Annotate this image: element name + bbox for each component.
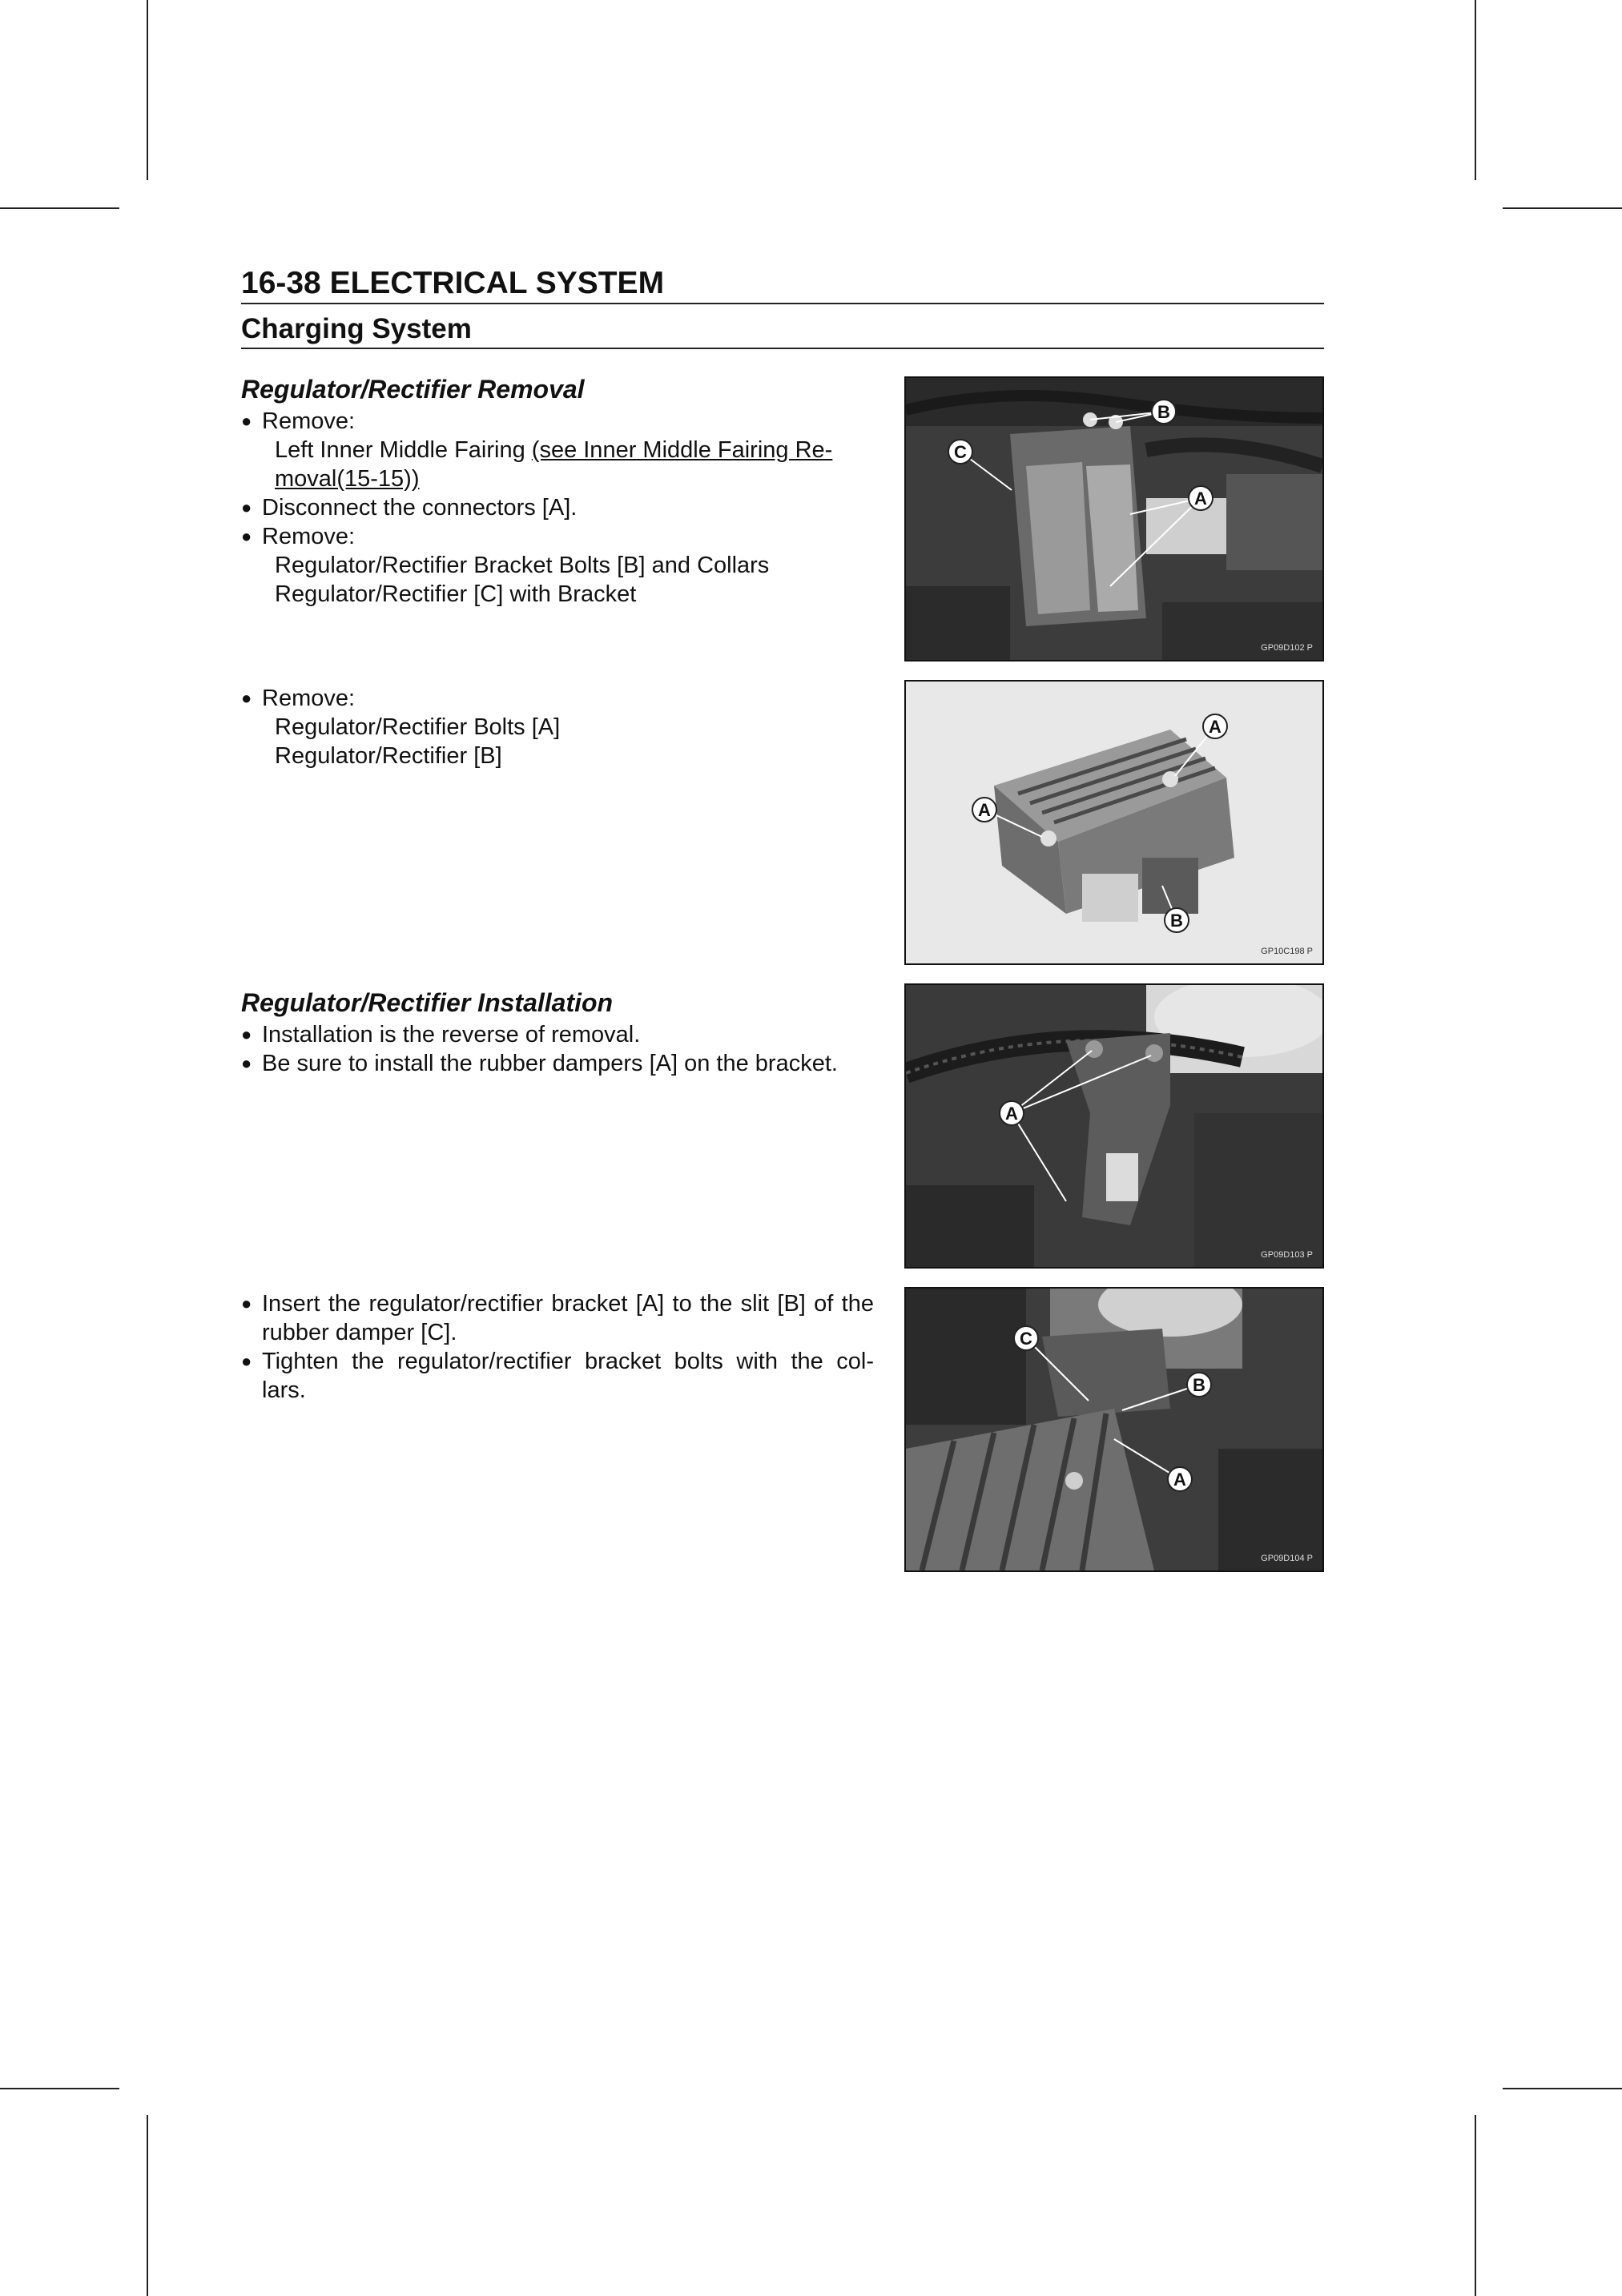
- svg-text:A: A: [1194, 489, 1207, 509]
- section-title: 16-38 ELECTRICAL SYSTEM: [241, 266, 665, 300]
- photo-ref: GP09D103 P: [1261, 1250, 1313, 1260]
- installation-heading: Regulator/Rectifier Installation: [241, 988, 614, 1017]
- bullet-remove-2: ● Remove:: [241, 522, 874, 551]
- crop-mark: [0, 207, 119, 209]
- fairing-removal-link-cont[interactable]: moval(15-15)): [275, 466, 420, 492]
- crop-mark: [1503, 207, 1622, 209]
- crop-mark: [147, 2115, 148, 2296]
- fairing-label: Left Inner Middle Fairing: [275, 437, 532, 463]
- callout-a-left: [972, 798, 996, 822]
- regulator-item: Regulator/Rectifier [B]: [275, 743, 502, 769]
- callout-c: [1014, 1326, 1038, 1350]
- photo-regulator-mounted: [904, 376, 1324, 661]
- page-header: [241, 264, 1324, 349]
- installation-section: [241, 987, 874, 1078]
- photo-regulator-unit: [904, 680, 1324, 965]
- crop-mark: [1475, 2115, 1476, 2296]
- fairing-item: [241, 436, 874, 464]
- bullet-remove: ● Remove:: [241, 407, 874, 436]
- removal-section: [241, 373, 874, 609]
- svg-text:B: B: [1157, 402, 1170, 422]
- photo-bracket-dampers: [904, 983, 1324, 1269]
- fairing-item-cont: [241, 464, 874, 493]
- svg-text:C: C: [1020, 1329, 1032, 1349]
- svg-text:B: B: [1170, 911, 1183, 931]
- bullet-tighten-bolts-cont: lars.: [262, 1377, 306, 1403]
- callout-a: [1000, 1101, 1024, 1125]
- photo-bracket-slit: [904, 1287, 1324, 1572]
- callout-b: [1187, 1373, 1211, 1397]
- installation-bracket-section: [241, 1289, 874, 1405]
- photo-ref: GP09D104 P: [1261, 1554, 1313, 1563]
- svg-text:A: A: [1173, 1470, 1186, 1490]
- callout-a-right: [1203, 714, 1227, 738]
- bullet-installation-reverse: ● Installation is the reverse of removal.: [241, 1020, 874, 1049]
- bullet-insert-bracket-cont: rubber damper [C].: [262, 1320, 457, 1345]
- svg-text:C: C: [954, 442, 967, 462]
- callout-b: [1152, 400, 1176, 424]
- fairing-removal-link[interactable]: (see Inner Middle Fairing Re-: [531, 437, 833, 463]
- callout-a: [1189, 486, 1213, 510]
- regulator-bolts-item: Regulator/Rectifier Bolts [A]: [275, 714, 561, 740]
- callout-a: [1168, 1467, 1192, 1491]
- crop-mark: [147, 0, 148, 180]
- svg-text:B: B: [1193, 1375, 1205, 1395]
- bullet-insert-bracket: ● Insert the regulator/rectifier bracket [A] to the slit [B] of the: [241, 1289, 874, 1318]
- crop-mark: [0, 2088, 119, 2089]
- bullet-rubber-dampers: ● Be sure to install the rubber dampers [A] on the bracket.: [241, 1049, 874, 1078]
- bullet-tighten-bolts: ● Tighten the regulator/rectifier bracket bolts with the col-: [241, 1347, 874, 1376]
- subheader-rule: [241, 348, 1324, 349]
- removal-heading: Regulator/Rectifier Removal: [241, 375, 585, 404]
- sub-title: Charging System: [241, 313, 472, 344]
- crop-mark: [1503, 2088, 1622, 2089]
- photo-ref: GP09D102 P: [1261, 643, 1313, 653]
- bullet-remove-3: ● Remove:: [241, 684, 874, 713]
- regulator-bracket-item: Regulator/Rectifier [C] with Bracket: [275, 581, 637, 607]
- callout-c: [948, 440, 972, 464]
- photo-ref: GP10C198 P: [1261, 947, 1313, 956]
- crop-mark: [1475, 0, 1476, 180]
- svg-text:A: A: [978, 800, 991, 820]
- callout-b: [1165, 908, 1189, 932]
- svg-text:A: A: [1005, 1104, 1018, 1124]
- bracket-bolts-item: Regulator/Rectifier Bracket Bolts [B] and Collars: [275, 553, 770, 578]
- svg-text:A: A: [1209, 717, 1222, 737]
- bullet-disconnect: ● Disconnect the connectors [A].: [241, 493, 874, 522]
- removal-bolts-section: [241, 684, 874, 770]
